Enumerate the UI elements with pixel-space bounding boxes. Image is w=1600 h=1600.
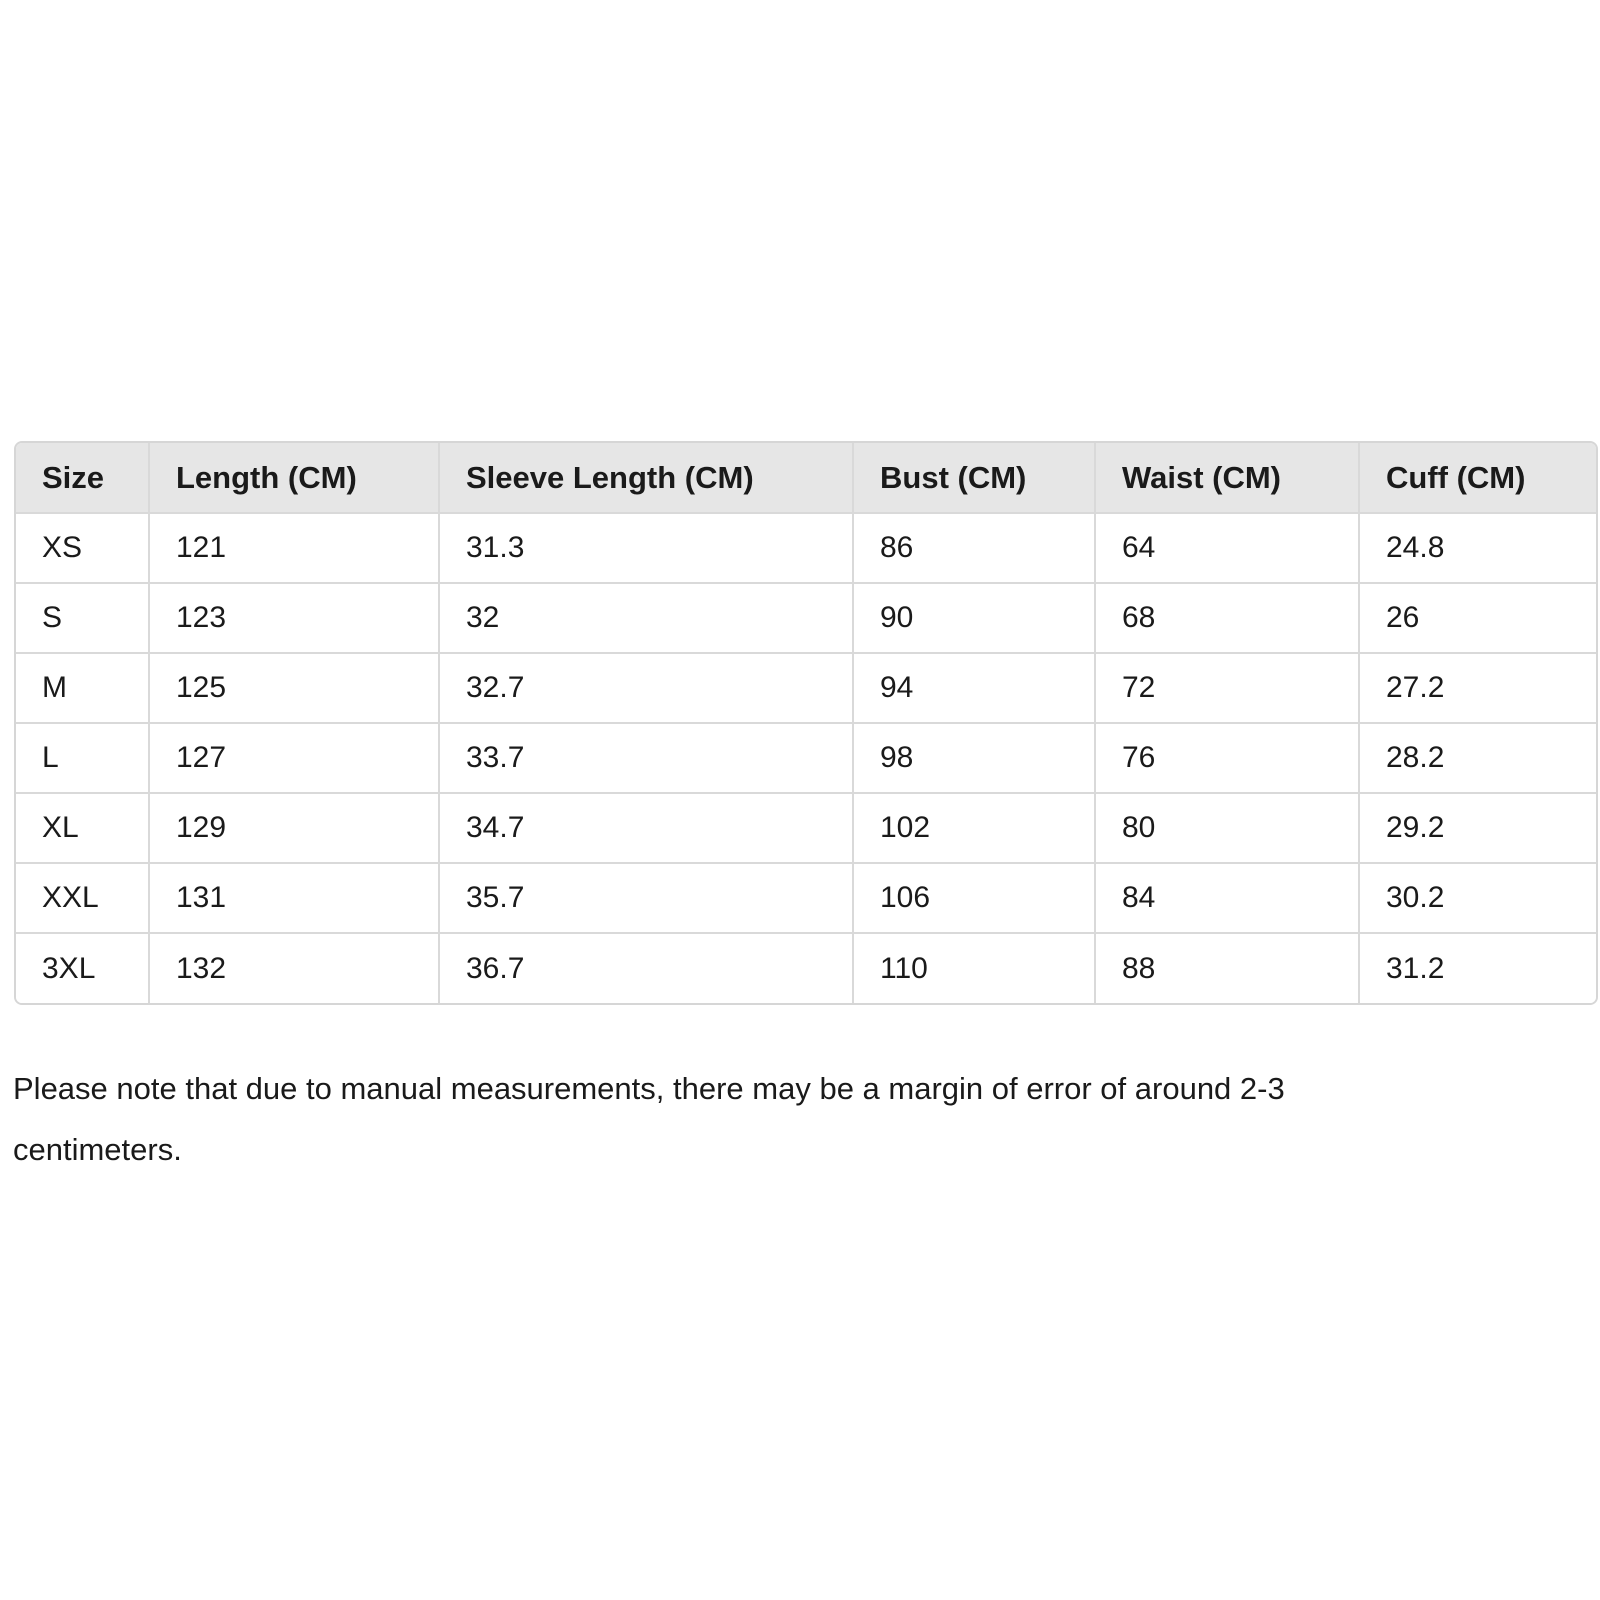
size-chart-table-container [14,441,1598,1005]
cell-length: 121 [149,513,439,583]
measurement-note: Please note that due to manual measurements, there may be a margin of error of around 2-3 centimeters. [13,1071,1285,1167]
cell-length: 125 [149,653,439,723]
cell-length: 123 [149,583,439,653]
header-waist: Waist (CM) [1095,443,1359,513]
cell-sleeve-length: 32.7 [439,653,853,723]
header-row [16,443,1596,513]
cell-size: S [16,583,149,653]
cell-bust: 94 [853,653,1095,723]
cell-bust: 102 [853,793,1095,863]
cell-bust: 110 [853,933,1095,1003]
cell-cuff: 28.2 [1359,723,1596,793]
cell-waist: 76 [1095,723,1359,793]
cell-cuff: 29.2 [1359,793,1596,863]
table-row [16,863,1596,933]
header-size: Size [16,443,149,513]
cell-waist: 64 [1095,513,1359,583]
cell-waist: 88 [1095,933,1359,1003]
cell-sleeve-length: 36.7 [439,933,853,1003]
table-row [16,513,1596,583]
cell-sleeve-length: 32 [439,583,853,653]
cell-bust: 98 [853,723,1095,793]
cell-cuff: 26 [1359,583,1596,653]
cell-bust: 86 [853,513,1095,583]
cell-length: 131 [149,863,439,933]
cell-waist: 68 [1095,583,1359,653]
cell-size: L [16,723,149,793]
table-row [16,793,1596,863]
header-cuff: Cuff (CM) [1359,443,1596,513]
table-row [16,723,1596,793]
cell-length: 129 [149,793,439,863]
table-body [16,513,1596,1003]
cell-sleeve-length: 33.7 [439,723,853,793]
cell-length: 132 [149,933,439,1003]
cell-bust: 106 [853,863,1095,933]
table-header [16,443,1596,513]
header-bust: Bust (CM) [853,443,1095,513]
table-row [16,933,1596,1003]
cell-waist: 72 [1095,653,1359,723]
cell-sleeve-length: 34.7 [439,793,853,863]
header-length: Length (CM) [149,443,439,513]
table-row [16,653,1596,723]
cell-bust: 90 [853,583,1095,653]
cell-waist: 84 [1095,863,1359,933]
cell-size: M [16,653,149,723]
cell-size: 3XL [16,933,149,1003]
cell-size: XXL [16,863,149,933]
size-chart-table [16,443,1596,1003]
table-row [16,583,1596,653]
cell-waist: 80 [1095,793,1359,863]
cell-cuff: 27.2 [1359,653,1596,723]
cell-sleeve-length: 31.3 [439,513,853,583]
cell-cuff: 24.8 [1359,513,1596,583]
cell-size: XS [16,513,149,583]
cell-cuff: 30.2 [1359,863,1596,933]
cell-cuff: 31.2 [1359,933,1596,1003]
cell-length: 127 [149,723,439,793]
header-sleeve-length: Sleeve Length (CM) [439,443,853,513]
cell-size: XL [16,793,149,863]
cell-sleeve-length: 35.7 [439,863,853,933]
